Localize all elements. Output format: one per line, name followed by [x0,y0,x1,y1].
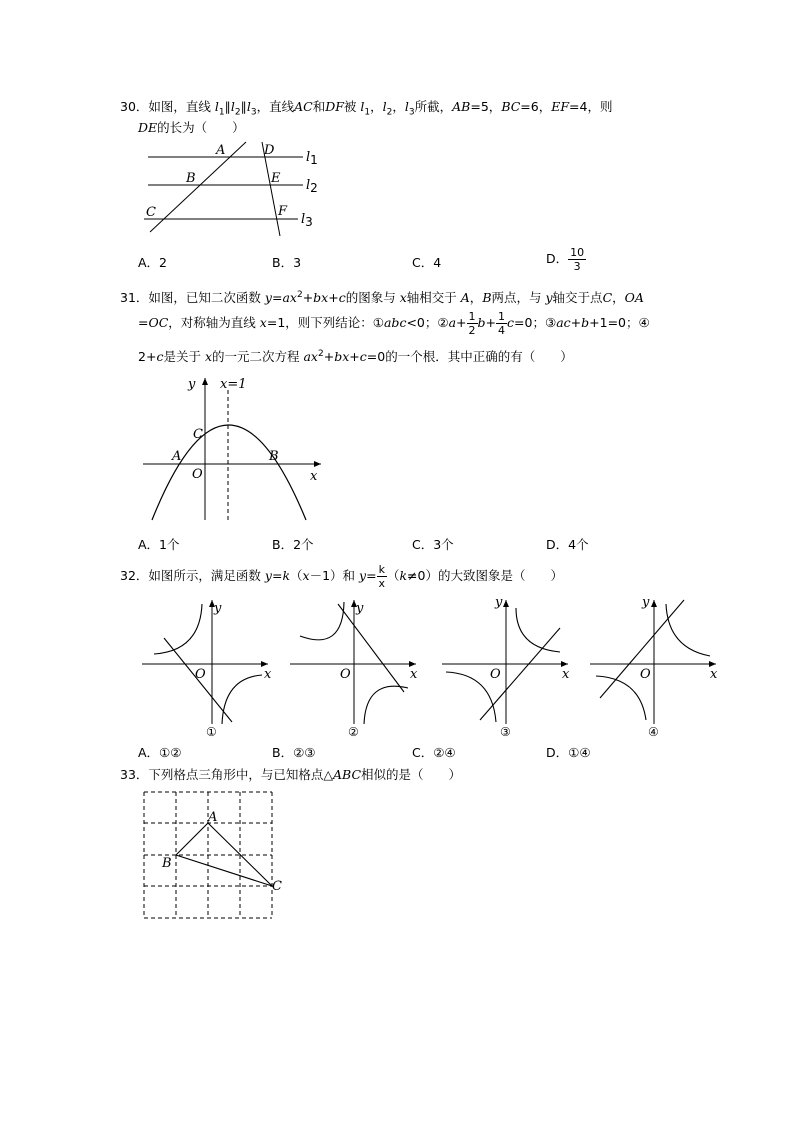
q31-figure [138,372,338,522]
q32-graph-4 [588,596,723,741]
q30-label-E: E [271,171,281,186]
q31-option-d[interactable]: D．4个 [546,537,589,552]
q32-graph-2 [288,596,423,741]
svg-text:④: ④ [648,725,659,739]
q31-stem-line2: =OC，对称轴为直线 x=1，则下列结论：①abc<0；②a+ $\frac{1}{2}$ b+ $\frac{1}{4}$ c=0；③ac+b+1=0；④ [138,310,650,337]
q31-stem-line1: 31．如图，已知二次函数 $y=ax^2+bx+c$的图象与 x轴相交于 A，B两点，与 y轴交于点C，OA [120,289,644,305]
q33-stem: 33．下列格点三角形中，与已知格点△ABC相似的是（ ） [120,767,462,782]
svg-text:O: O [340,667,351,682]
q30-option-d[interactable]: D． $\frac{10}{3}$ [546,246,585,273]
q31-option-c[interactable]: C．3个 [412,537,454,552]
svg-text:O: O [195,667,206,682]
svg-text:x: x [410,667,418,682]
q30-stem-line2: DE的长为（ ） [138,120,245,135]
svg-text:y: y [642,595,650,610]
q31-parabola [152,425,306,520]
q30-label-l1: l1 [306,150,318,167]
svg-text:O: O [490,667,501,682]
q31-option-a[interactable]: A．1个 [138,537,180,552]
svg-text:y: y [214,601,222,616]
q30-label-A: A [216,143,226,158]
q31-label-A: A [172,449,182,464]
q32-option-a[interactable]: A．①② [138,745,182,760]
q30-label-l2: l2 [306,178,318,195]
svg-text:①: ① [206,725,217,739]
q33-label-A: A [208,810,218,825]
q32-stem: 32．如图所示，满足函数 y=k（x－1）和 y= $\frac{k}{x}$ （k≠0）的大致图象是（ ） [120,563,563,590]
svg-text:x: x [562,667,570,682]
q31-label-y: y [188,377,196,392]
q32-option-d[interactable]: D．①④ [546,745,591,760]
q32-option-b[interactable]: B．②③ [272,745,316,760]
q33-grid-figure [140,790,290,925]
svg-text:O: O [640,667,651,682]
svg-text:y: y [495,595,503,610]
q31-label-B: B [269,449,279,464]
q31-label-x: x [310,469,318,484]
q30-option-b[interactable]: B．3 [272,255,302,270]
q30-label-B: B [186,171,196,186]
q33-label-C: C [272,879,282,894]
q31-label-C: C [193,427,203,442]
q32-graph-1 [140,596,275,741]
q30-label-C: C [146,205,156,220]
q31-label-O: O [192,467,203,482]
q32-option-c[interactable]: C．②④ [412,745,456,760]
q30-stem-line1: 30．如图，直线 $l_1\parallel l_2\parallel l_3$，直线AC和DF被 $l_1$，$l_2$，$l_3$所截，AB=5，BC=6，EF=4，则 [120,99,613,118]
q31-label-axis: x=1 [220,377,247,392]
q32-graph-3 [440,596,575,741]
q30-label-D: D [264,143,275,158]
q33-label-B: B [162,856,172,871]
q30-option-c[interactable]: C．4 [412,255,442,270]
q30-label-F: F [278,204,288,219]
q31-option-b[interactable]: B．2个 [272,537,314,552]
q30-figure [138,140,338,240]
svg-text:x: x [264,667,272,682]
svg-text:②: ② [348,725,359,739]
q30-option-a[interactable]: A．2 [138,255,168,270]
q30-label-l3: l3 [301,212,313,229]
svg-text:③: ③ [500,725,511,739]
svg-text:y: y [356,601,364,616]
q31-stem-line3: 2+c是关于 x的一元二次方程 $ax^2+bx+c=0$的一个根．其中正确的有（ ） [138,348,573,364]
svg-text:x: x [710,667,718,682]
